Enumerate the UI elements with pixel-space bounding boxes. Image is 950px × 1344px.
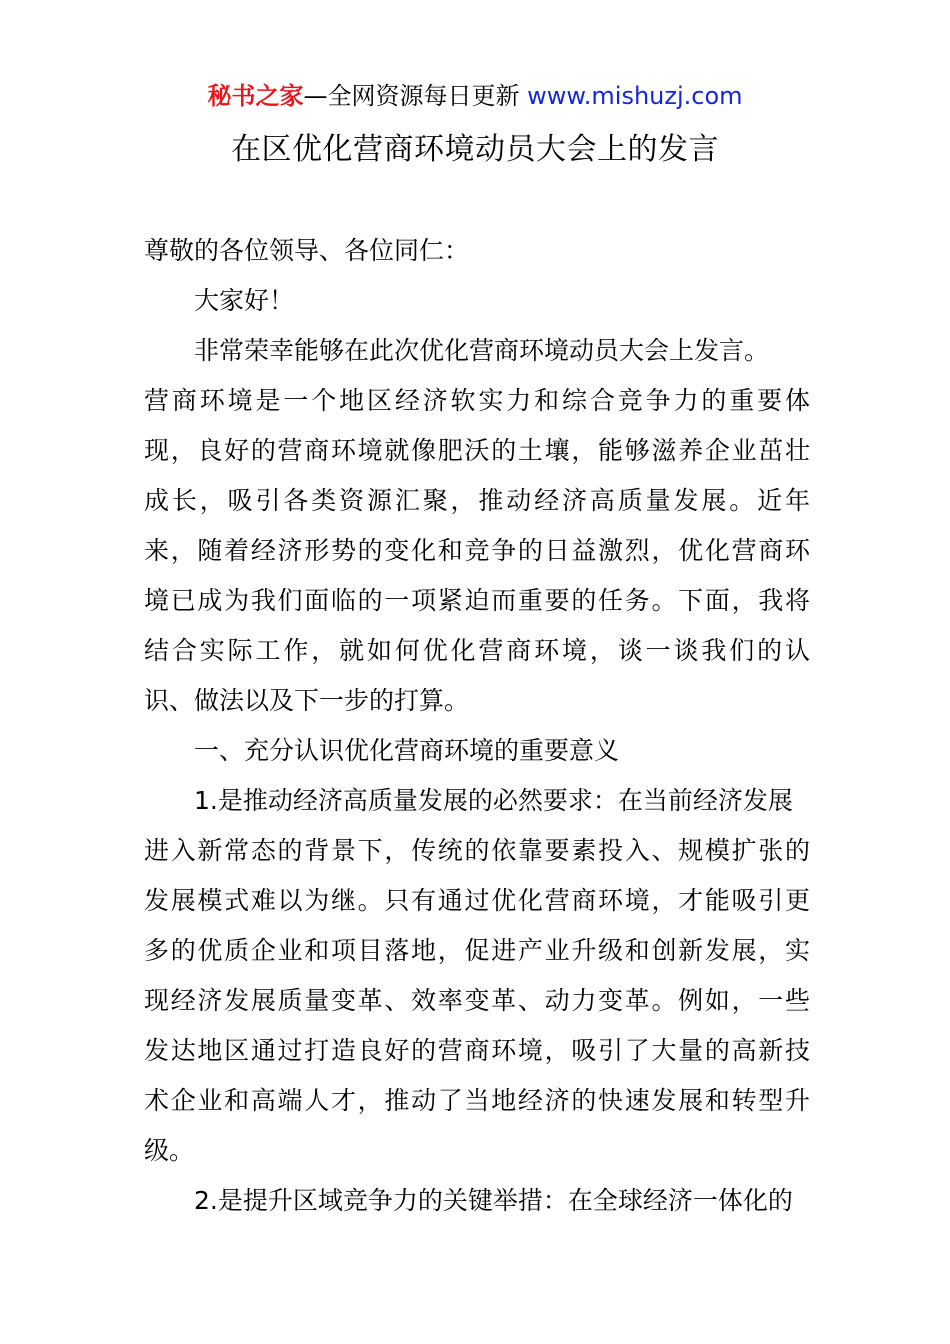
text-line: 发展模式难以为继。只有通过优化营商环境，才能吸引更 <box>144 886 810 915</box>
paragraph-intro <box>144 326 810 726</box>
paragraph-point-1 <box>144 776 810 1176</box>
text-line: 来，随着经济形势的变化和竞争的日益激烈，优化营商环 <box>144 536 810 565</box>
text-line: 现经济发展质量变革、效率变革、动力变革。例如，一些 <box>144 986 810 1015</box>
text-line: 识、做法以及下一步的打算。 <box>144 686 470 715</box>
text-line: 术企业和高端人才，推动了当地经济的快速发展和转型升 <box>144 1086 810 1115</box>
text-line: 结合实际工作，就如何优化营商环境，谈一谈我们的认 <box>144 636 810 665</box>
site-url-link[interactable]: www.mishuzj.com <box>527 82 743 110</box>
salutation: 尊敬的各位领导、各位同仁： <box>144 236 470 265</box>
text-line: 进入新常态的背景下，传统的依靠要素投入、规模扩张的 <box>144 836 810 865</box>
text-line: 1.是推动经济高质量发展的必然要求：在当前经济发展 <box>194 786 793 815</box>
document-body <box>144 226 810 1226</box>
banner-tagline: —全网资源每日更新 <box>303 82 520 110</box>
text-line: 2.是提升区域竞争力的关键举措：在全球经济一体化的 <box>194 1186 793 1215</box>
text-line: 境已成为我们面临的一项紧迫而重要的任务。下面，我将 <box>144 586 810 615</box>
text-line: 成长，吸引各类资源汇聚，推动经济高质量发展。近年 <box>144 486 810 515</box>
document-title: 在区优化营商环境动员大会上的发言 <box>231 132 719 167</box>
text-line: 级。 <box>144 1136 195 1165</box>
greeting: 大家好！ <box>194 286 295 315</box>
site-banner <box>0 80 950 112</box>
section-heading-1: 一、充分认识优化营商环境的重要意义 <box>194 736 620 765</box>
text-line: 非常荣幸能够在此次优化营商环境动员大会上发言。 <box>194 336 770 365</box>
brand-name[interactable]: 秘书之家 <box>207 82 304 110</box>
text-line: 发达地区通过打造良好的营商环境，吸引了大量的高新技 <box>144 1036 810 1065</box>
text-line: 营商环境是一个地区经济软实力和综合竞争力的重要体 <box>144 386 810 415</box>
text-line: 多的优质企业和项目落地，促进产业升级和创新发展，实 <box>144 936 810 965</box>
paragraph-point-2 <box>144 1176 810 1226</box>
text-line: 现，良好的营商环境就像肥沃的土壤，能够滋养企业茁壮 <box>144 436 810 465</box>
